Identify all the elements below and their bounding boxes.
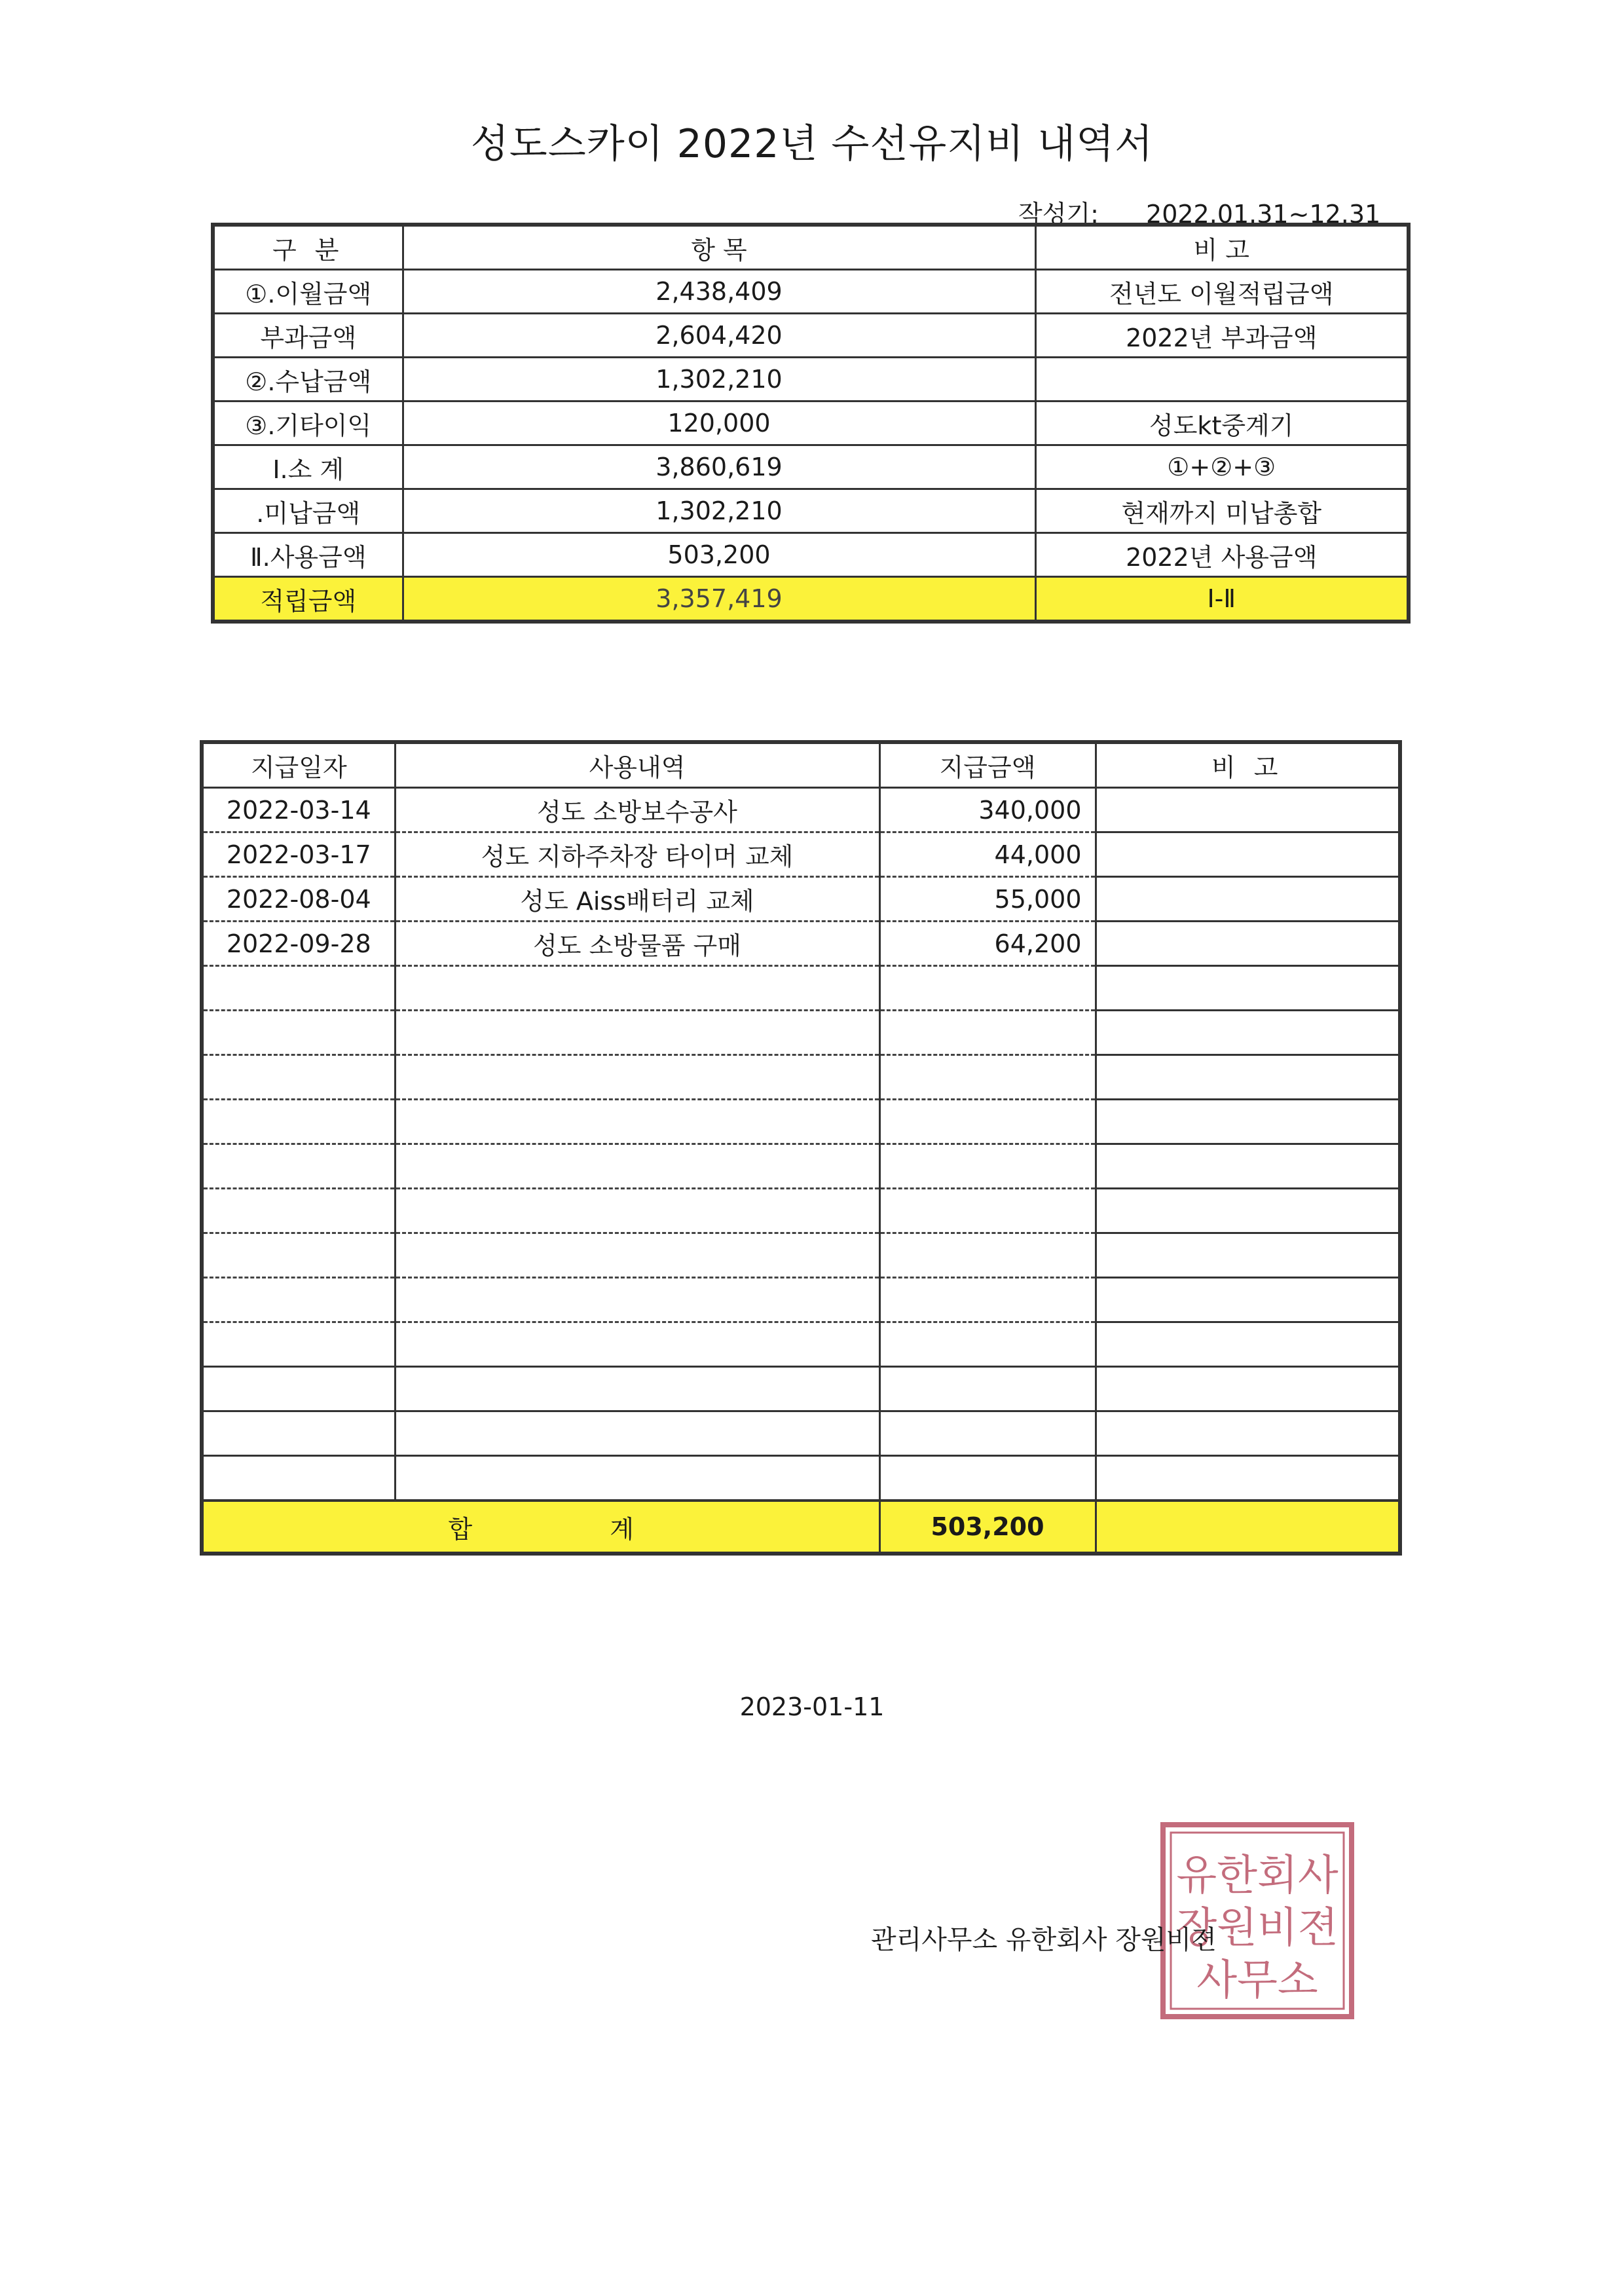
payments-header-amount: 지급금액 (879, 742, 1096, 788)
summary-row (213, 445, 1409, 489)
empty-row (202, 1233, 1400, 1278)
empty-row (202, 1456, 1400, 1501)
payments-total-row (202, 1501, 1400, 1554)
payment-date: 2022-03-14 (202, 788, 395, 832)
summary-value: 2,438,409 (403, 270, 1035, 314)
summary-label: ②.수납금액 (213, 358, 403, 401)
summary-label: .미납금액 (213, 489, 403, 533)
summary-row (213, 533, 1409, 577)
summary-header-note: 비 고 (1035, 225, 1409, 270)
summary-value: 1,302,210 (403, 358, 1035, 401)
period-value: 2022.01.31~12.31 (1146, 200, 1381, 229)
payment-desc: 성도 Aiss배터리 교체 (395, 877, 879, 922)
empty-row (202, 1055, 1400, 1100)
summary-label: Ⅱ.사용금액 (213, 533, 403, 577)
seal-line-2: 장원비젼 (1176, 1904, 1338, 1952)
summary-note: 2022년 부과금액 (1035, 314, 1409, 358)
summary-value: 3,357,419 (403, 577, 1035, 622)
payment-desc: 성도 소방보수공사 (395, 788, 879, 832)
total-label (202, 1501, 879, 1554)
summary-note: 현재까지 미납총합 (1035, 489, 1409, 533)
payment-amount: 64,200 (879, 922, 1096, 966)
empty-row (202, 1367, 1400, 1411)
summary-row (213, 401, 1409, 445)
empty-row (202, 1011, 1400, 1055)
total-amount: 503,200 (879, 1501, 1096, 1554)
summary-header-item: 항 목 (403, 225, 1035, 270)
summary-reserve-row (213, 577, 1409, 622)
summary-label: 부과금액 (213, 314, 403, 358)
summary-row (213, 358, 1409, 401)
empty-row (202, 1144, 1400, 1189)
office-signature: 관리사무소 유한회사 장원비젼 (871, 1925, 1217, 1955)
payment-row (202, 922, 1400, 966)
payment-row (202, 832, 1400, 877)
payment-date: 2022-03-17 (202, 832, 395, 877)
summary-header-category: 구 분 (213, 225, 403, 270)
payment-note (1096, 788, 1400, 832)
empty-row (202, 1322, 1400, 1367)
document-title: 성도스카이 2022년 수선유지비 내역서 (470, 121, 1154, 167)
summary-label: ①.이월금액 (213, 270, 403, 314)
summary-value: 120,000 (403, 401, 1035, 445)
payments-header-row (202, 742, 1400, 788)
payment-date: 2022-09-28 (202, 922, 395, 966)
summary-row (213, 270, 1409, 314)
summary-value: 2,604,420 (403, 314, 1035, 358)
payment-desc: 성도 소방물품 구매 (395, 922, 879, 966)
payment-row (202, 877, 1400, 922)
period-label: 작성기: (1018, 200, 1099, 229)
payments-table (200, 740, 1402, 1556)
payments-header-desc: 사용내역 (395, 742, 879, 788)
summary-note: 전년도 이월적립금액 (1035, 270, 1409, 314)
summary-value: 1,302,210 (403, 489, 1035, 533)
payment-note (1096, 877, 1400, 922)
payment-amount: 44,000 (879, 832, 1096, 877)
summary-note (1035, 358, 1409, 401)
payment-amount: 55,000 (879, 877, 1096, 922)
payments-header-date: 지급일자 (202, 742, 395, 788)
payment-amount: 340,000 (879, 788, 1096, 832)
payment-note (1096, 832, 1400, 877)
summary-label: ③.기타이익 (213, 401, 403, 445)
empty-row (202, 966, 1400, 1011)
summary-row (213, 489, 1409, 533)
summary-note: 2022년 사용금액 (1035, 533, 1409, 577)
summary-note: Ⅰ-Ⅱ (1035, 577, 1409, 622)
payment-desc: 성도 지하주차장 타이머 교체 (395, 832, 879, 877)
total-label-1: 합 (448, 1514, 473, 1544)
total-label-2: 계 (610, 1514, 634, 1544)
payment-row (202, 788, 1400, 832)
summary-value: 3,860,619 (403, 445, 1035, 489)
summary-note: ①+②+③ (1035, 445, 1409, 489)
empty-row (202, 1278, 1400, 1322)
issue-date: 2023-01-11 (739, 1692, 885, 1721)
payment-note (1096, 922, 1400, 966)
summary-label: 적립금액 (213, 577, 403, 622)
empty-row (202, 1411, 1400, 1456)
summary-label: Ⅰ.소 계 (213, 445, 403, 489)
seal-line-1: 유한회사 (1176, 1852, 1338, 1900)
summary-table (211, 223, 1411, 624)
payment-date: 2022-08-04 (202, 877, 395, 922)
empty-row (202, 1100, 1400, 1144)
summary-header-row (213, 225, 1409, 270)
summary-value: 503,200 (403, 533, 1035, 577)
payments-header-note: 비 고 (1096, 742, 1400, 788)
summary-row (213, 314, 1409, 358)
seal-line-3: 사무소 (1196, 1956, 1318, 2005)
summary-note: 성도kt중계기 (1035, 401, 1409, 445)
empty-row (202, 1189, 1400, 1233)
total-note (1096, 1501, 1400, 1554)
